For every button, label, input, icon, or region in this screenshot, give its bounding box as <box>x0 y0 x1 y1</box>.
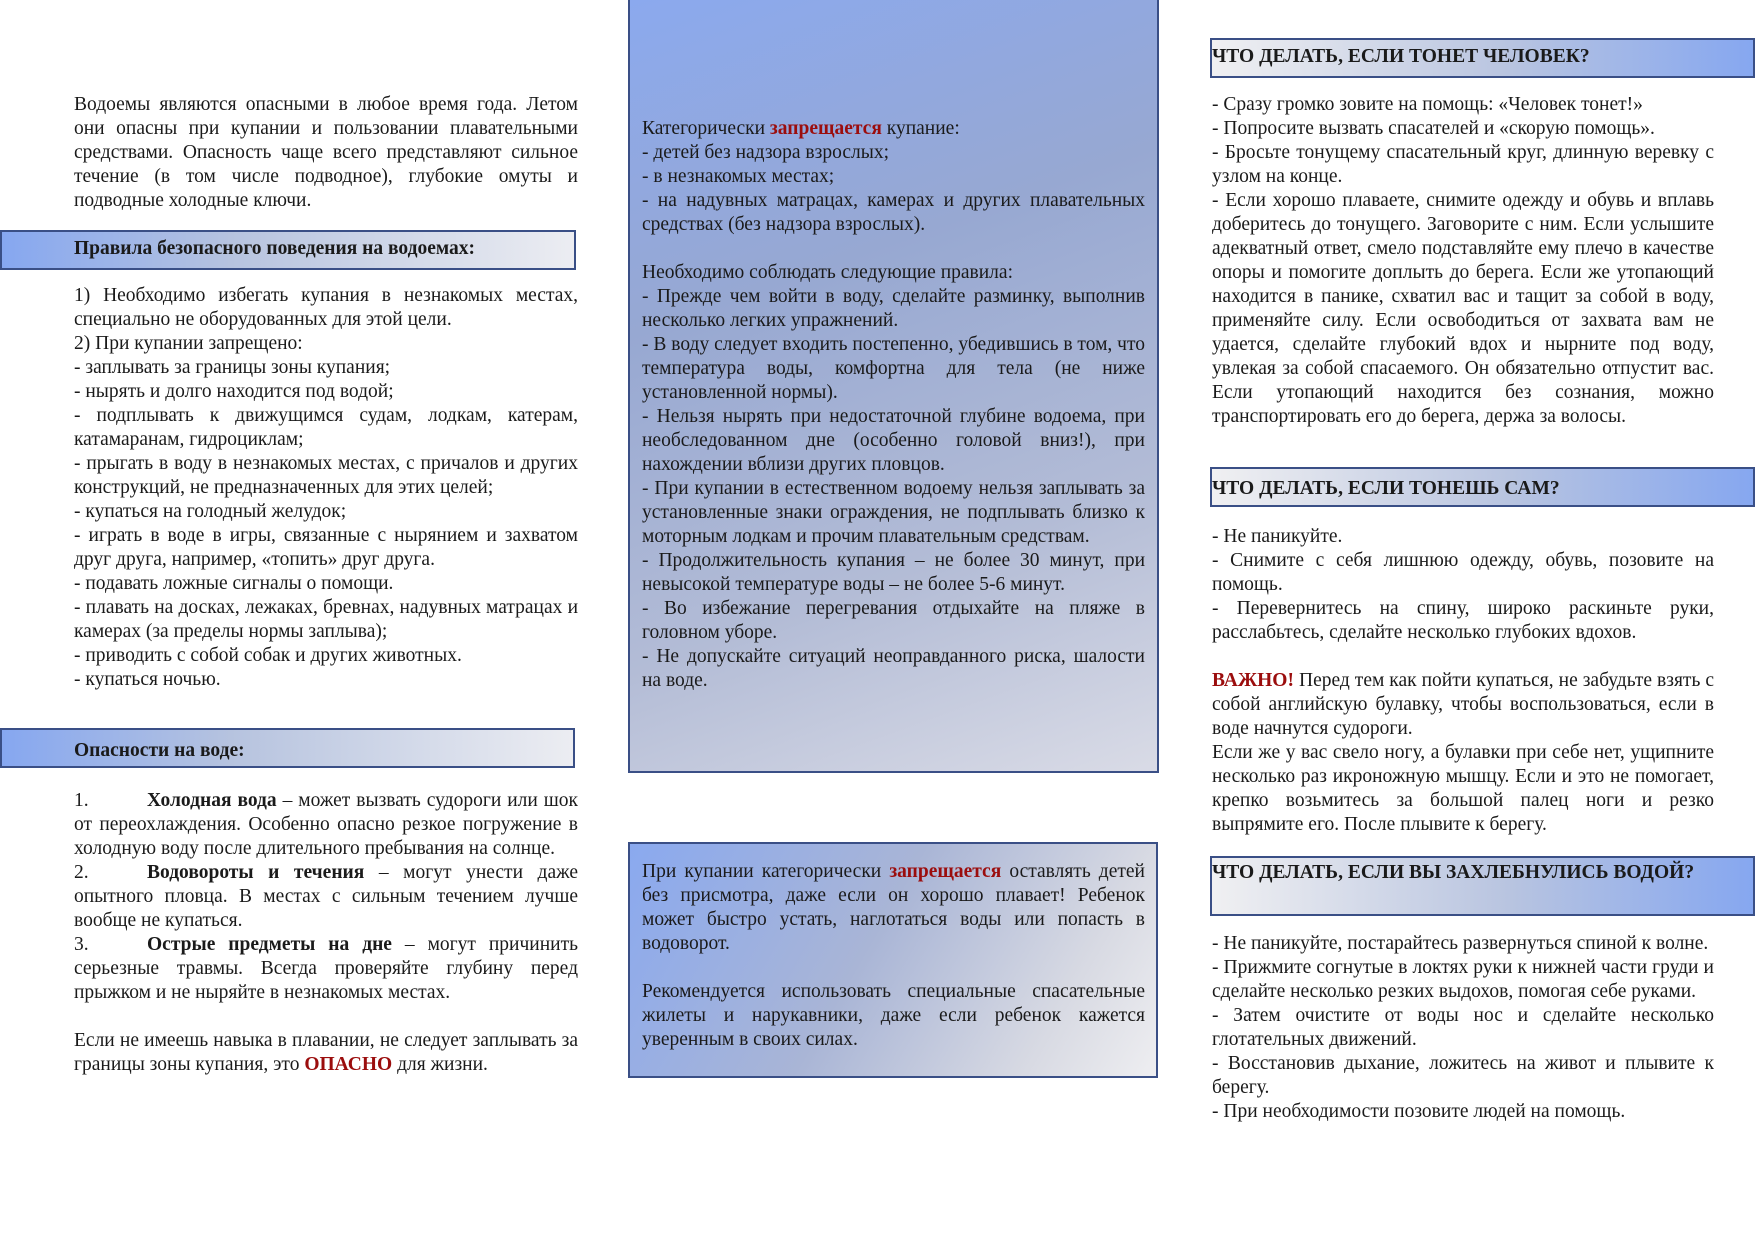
important-label: ВАЖНО! <box>1212 670 1294 691</box>
list-item: - Бросьте тонущему спасательный круг, длинную веревку с узлом на конце. <box>1212 142 1714 187</box>
list-item: - Сразу громко зовите на помощь: «Человек тонет!» <box>1212 94 1643 115</box>
list-item: - подплывать к движущимся судам, лодкам, катерам, катамаранам, гидроциклам; <box>74 405 578 450</box>
list-item: - При необходимости позовите людей на помощь. <box>1212 1101 1626 1122</box>
prohibitions-content: Категорически запрещается купание: - детей без надзора взрослых; - в незнакомых местах; - на надувных матрацах, камерах и других плавательных средствах (без надзора взрослых). Необходимо соблюдать следующие правила: - Прежде чем войти в воду, сделайте разминку, выполнив несколько легких упражнений. - В воду следует входить постепенно, убедившись в том, что температура воды, комфортна для тела (не ниже установленной нормы). - Нельзя нырять при недостаточной глубине водоема, при необследованном дне (особенно головой вниз!), при нахождении вблизи других пловцов. - При купании в естественном водоему нельзя заплывать за установленные знаки ограждения, не подплывать близко к моторным лодкам и прочим плавательным средствам. - Продолжительность купания – не более 30 минут, при невысокой температуре воды – не более 5-6 минут. - Во избежание перегревания отдыхайте на пляже в головном уборе. - Не допускайте ситуаций неоправданного риска, шалости на воде. <box>642 118 1145 691</box>
list-item: 1) Необходимо избегать купания в незнакомых местах, специально не оборудованных для этой цели. <box>74 285 578 330</box>
recommendation-paragraph: Рекомендуется использовать специальные спасательные жилеты и нарукавники, даже если ребенок кажется уверенным в своих силах. <box>642 981 1145 1050</box>
prohibited-word: запрещается <box>889 861 1002 882</box>
danger-item: 1. Холодная вода – может вызвать судороги или шок от переохлаждения. Особенно опасно резкое погружение в холодную воду после длительного пребывания на солнце. <box>74 790 579 859</box>
list-item: - В воду следует входить постепенно, убедившись в том, что температура воды, комфортна для тела (не ниже установленной нормы). <box>642 334 1145 403</box>
danger-word: ОПАСНО <box>304 1054 393 1075</box>
section-drowning-self <box>1212 525 1714 837</box>
children-warning-content: При купании категорически запрещается оставлять детей без присмотра, даже если он хорошо плавает! Ребенок может быстро устать, наглотаться воды или попасть в водоворот. Рекомендуется использовать специальные спасательные жилеты и нарукавники, даже если ребенок кажется уверенным в своих силах. <box>642 861 1145 1050</box>
list-item: - При купании в естественном водоему нельзя заплывать за установленные знаки ограждения, не подплывать близко к моторным лодкам и прочим плавательным средствам. <box>642 478 1145 547</box>
list-item: 2) При купании запрещено: <box>74 333 303 354</box>
section-drowning-person <box>1212 93 1714 429</box>
list-item: - подавать ложные сигналы о помощи. <box>74 573 394 594</box>
list-item: - заплывать за границы зоны купания; <box>74 357 391 378</box>
cramp-advice: Если же у вас свело ногу, а булавки при себе нет, ущипните несколько раз икроножную мышцу. Если и это не помогает, крепко возьмитесь за большой палец ноги и резко выпрямите его. После плывите к берегу. <box>1212 742 1714 835</box>
list-item: - играть в воде в игры, связанные с нырянием и захватом друг друга, например, «топить» друг друга. <box>74 525 578 570</box>
list-item: - прыгать в воду в незнакомых местах, с причалов и других конструкций, не предназначенных для этих целей; <box>74 453 578 498</box>
closing-paragraph: Если не имеешь навыка в плавании, не следует заплывать за границы зоны купания, это ОПАСНО для жизни. <box>74 1030 578 1075</box>
list-item: - Прежде чем войти в воду, сделайте разминку, выполнив несколько легких упражнений. <box>642 286 1145 331</box>
list-item: - Попросите вызвать спасателей и «скорую помощь». <box>1212 118 1655 139</box>
list-item: - Снимите с себя лишнюю одежду, обувь, позовите на помощь. <box>1212 550 1714 595</box>
column-left <box>74 93 578 213</box>
list-item: - в незнакомых местах; <box>642 166 835 187</box>
rules-header: Правила безопасного поведения на водоемах: <box>74 238 476 259</box>
list-item: - Перевернитесь на спину, широко раскиньте руки, расслабьтесь, сделайте несколько глубоких вдохов. <box>1212 598 1714 643</box>
important-note: ВАЖНО! Перед тем как пойти купаться, не забудьте взять с собой английскую булавку, чтобы воспользоваться, если в воде начнутся судороги. <box>1212 670 1714 739</box>
list-item: - Продолжительность купания – не более 30 минут, при невысокой температуре воды – не более 5-6 минут. <box>642 550 1145 595</box>
rules-list <box>74 284 578 692</box>
list-item: - Прижмите согнутые в локтях руки к нижней части груди и сделайте несколько резких выдохов, помогая себе руками. <box>1212 957 1714 1002</box>
list-item: - нырять и долго находится под водой; <box>74 381 394 402</box>
section-choking <box>1212 932 1714 1124</box>
list-item: - на надувных матрацах, камерах и других плавательных средствах (без надзора взрослых). <box>642 190 1145 235</box>
list-item: - Не допускайте ситуаций неоправданного риска, шалости на воде. <box>642 646 1145 691</box>
dangers-header: Опасности на воде: <box>74 740 245 761</box>
list-item: - Нельзя нырять при недостаточной глубине водоема, при необследованном дне (особенно головой вниз!), при нахождении вблизи других пловцов. <box>642 406 1145 475</box>
list-item: - Восстановив дыхание, ложитесь на живот и плывите к берегу. <box>1212 1053 1714 1098</box>
rules-intro: Необходимо соблюдать следующие правила: <box>642 262 1013 283</box>
list-item: - детей без надзора взрослых; <box>642 142 889 163</box>
list-item: - Во избежание перегревания отдыхайте на пляже в головном уборе. <box>642 598 1145 643</box>
section-title-drowning-self: ЧТО ДЕЛАТЬ, ЕСЛИ ТОНЕШЬ САМ? <box>1212 478 1560 499</box>
list-item: - Затем очистите от воды нос и сделайте несколько глотательных движений. <box>1212 1005 1714 1050</box>
list-item: - плавать на досках, лежаках, бревнах, надувных матрацах и камерах (за пределы нормы заплыва); <box>74 597 578 642</box>
list-item: - Не паникуйте, постарайтесь развернуться спиной к волне. <box>1212 933 1709 954</box>
list-item: - купаться на голодный желудок; <box>74 501 347 522</box>
list-item: - купаться ночью. <box>74 669 221 690</box>
list-item: - Не паникуйте. <box>1212 526 1343 547</box>
dangers-list <box>74 789 578 1077</box>
list-item: - Если хорошо плаваете, снимите одежду и обувь и вплавь доберитесь до тонущего. Заговорите с ним. Если услышите адекватный ответ, смело подставляйте ему плечо в качестве опоры и помогите доплыть до берега. Если же утопающий находится в панике, схватил вас и тащит за собой в воду, применяйте силу. Если освободиться от захвата вам не удается, сделайте глубокий вдох и нырните под воду, увлекая за собой спасаемого. Он обязательно отпустит вас. Если утопающий находится без сознания, можно транспортировать его до берега, держа за волосы. <box>1212 190 1714 427</box>
intro-paragraph: Водоемы являются опасными в любое время года. Летом они опасны при купании и пользовании плавательными средствами. Опасность чаще всего представляют сильное течение (в том числе подводное), глубокие омуты и подводные холодные ключи. <box>74 94 578 211</box>
danger-item: 3. Острые предметы на дне – могут причинить серьезные травмы. Всегда проверяйте глубину перед прыжком и не ныряйте в незнакомых местах. <box>74 934 578 1003</box>
section-title-drowning-person: ЧТО ДЕЛАТЬ, ЕСЛИ ТОНЕТ ЧЕЛОВЕК? <box>1212 46 1590 67</box>
danger-item: 2. Водовороты и течения – могут унести даже опытного пловца. В местах с сильным течением лучше вообще не купаться. <box>74 862 578 931</box>
prohibited-word: запрещается <box>769 118 882 139</box>
section-title-choking: ЧТО ДЕЛАТЬ, ЕСЛИ ВЫ ЗАХЛЕБНУЛИСЬ ВОДОЙ? <box>1212 862 1695 883</box>
list-item: - приводить с собой собак и других животных. <box>74 645 462 666</box>
